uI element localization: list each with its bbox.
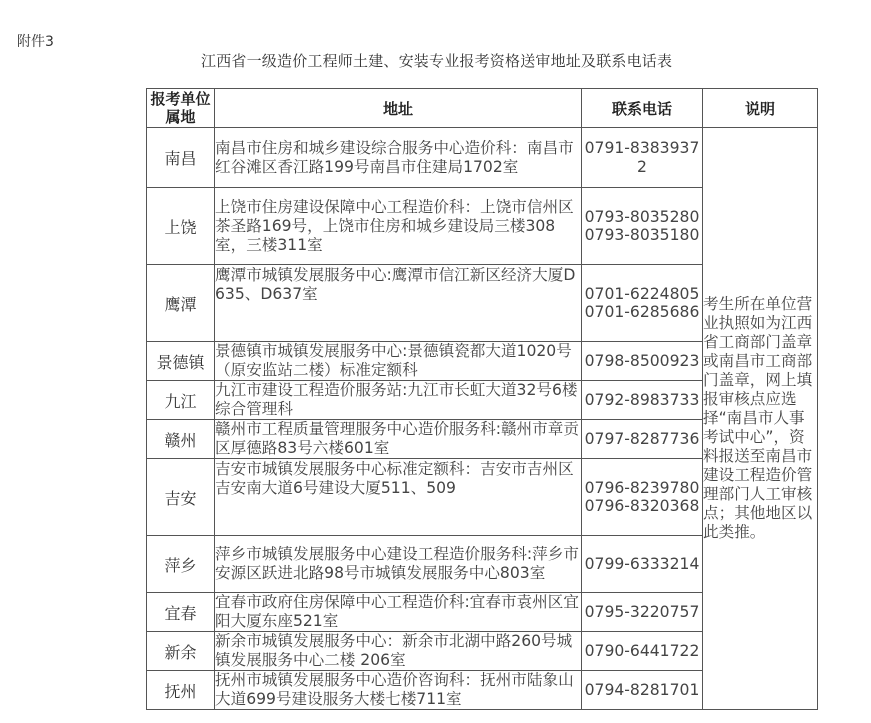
row-phone: 0799-6333214: [582, 536, 703, 593]
row-city: 南昌: [147, 128, 215, 188]
row-phone: 0797-8287736: [582, 420, 703, 459]
row-phone: 0791-83839372: [582, 128, 703, 188]
row-city: 景德镇: [147, 342, 215, 381]
row-phone: 0794-8281701: [582, 671, 703, 710]
table-header-row: [147, 89, 818, 128]
row-city: 吉安: [147, 459, 215, 536]
header-note: 说明: [703, 89, 818, 128]
row-address: 萍乡市城镇发展服务中心建设工程造价服务科:萍乡市安源区跃进北路98号市城镇发展服务中心803室: [215, 536, 582, 593]
table-row: [147, 128, 818, 188]
row-address: 上饶市住房建设保障中心工程造价科：上饶市信州区茶圣路169号，上饶市住房和城乡建设局三楼308室，三楼311室: [215, 188, 582, 265]
row-city: 宜春: [147, 593, 215, 632]
row-city: 萍乡: [147, 536, 215, 593]
row-phone: 0790-6441722: [582, 632, 703, 671]
row-city: 新余: [147, 632, 215, 671]
row-address: 赣州市工程质量管理服务中心造价服务科:赣州市章贡区厚德路83号六楼601室: [215, 420, 582, 459]
row-phone: 0796-8239780 0796-8320368: [582, 459, 703, 536]
row-phone: 0793-8035280 0793-8035180: [582, 188, 703, 265]
row-address: 鹰潭市城镇发展服务中心:鹰潭市信江新区经济大厦D635、D637室: [215, 265, 582, 342]
header-city: 报考单位属地: [147, 89, 215, 128]
row-city: 上饶: [147, 188, 215, 265]
row-phone: 0701-6224805 0701-6285686: [582, 265, 703, 342]
row-phone: 0795-3220757: [582, 593, 703, 632]
row-address: 吉安市城镇发展服务中心标准定额科：吉安市吉州区吉安南大道6号建设大厦511、509: [215, 459, 582, 536]
row-address: 九江市建设工程造价服务站:九江市长虹大道32号6楼综合管理科: [215, 381, 582, 420]
row-address: 抚州市城镇发展服务中心造价咨询科：抚州市陆象山大道699号建设服务大楼七楼711室: [215, 671, 582, 710]
row-city: 鹰潭: [147, 265, 215, 342]
contact-table: [146, 88, 818, 710]
header-phone: 联系电话: [582, 89, 703, 128]
row-city: 九江: [147, 381, 215, 420]
note-cell: 考生所在单位营业执照如为江西省工商部门盖章或南昌市工商部门盖章，网上填报审核点应选择“南昌市人事考试中心”，资料报送至南昌市建设工程造价管理部门人工审核点；其他地区以此类推。: [703, 128, 818, 710]
header-address: 地址: [215, 89, 582, 128]
row-city: 抚州: [147, 671, 215, 710]
document-title: 江西省一级造价工程师土建、安装专业报考资格送审地址及联系电话表: [201, 52, 673, 70]
row-address: 景德镇市城镇发展服务中心:景德镇瓷都大道1020号（原安监站二楼）标准定额科: [215, 342, 582, 381]
row-address: 新余市城镇发展服务中心：新余市北湖中路260号城镇发展服务中心二楼 206室: [215, 632, 582, 671]
row-phone: 0792-8983733: [582, 381, 703, 420]
row-city: 赣州: [147, 420, 215, 459]
row-phone: 0798-8500923: [582, 342, 703, 381]
attachment-label: 附件3: [17, 34, 54, 50]
row-address: 南昌市住房和城乡建设综合服务中心造价科：南昌市红谷滩区香江路199号南昌市住建局1702室: [215, 128, 582, 188]
row-address: 宜春市政府住房保障中心工程造价科:宜春市袁州区宜阳大厦东座521室: [215, 593, 582, 632]
